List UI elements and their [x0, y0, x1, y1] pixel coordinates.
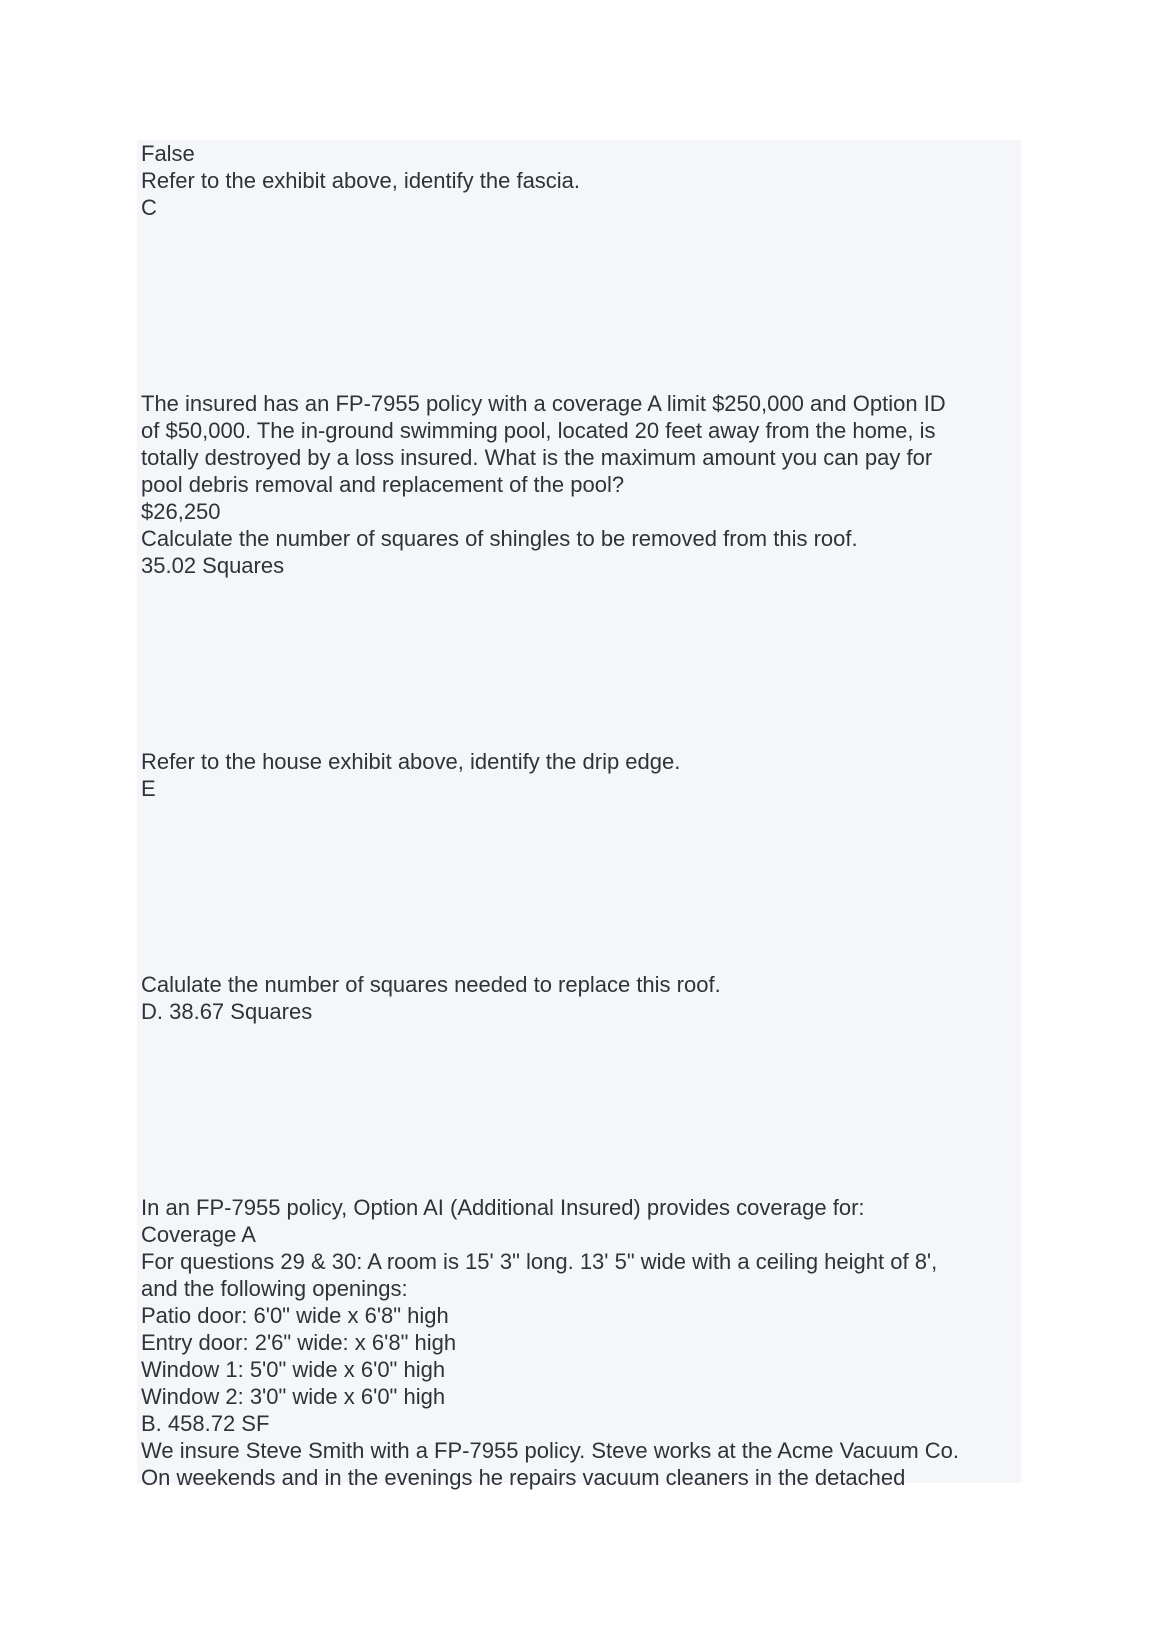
- question-steve-smith-line-2: On weekends and in the evenings he repairs vacuum cleaners in the detached: [141, 1465, 906, 1490]
- answer-drip-edge: E: [141, 776, 156, 801]
- question-room-line-3: Patio door: 6'0" wide x 6'8" high: [141, 1303, 449, 1328]
- answer-false: False: [141, 141, 195, 166]
- question-steve-smith-line-1: We insure Steve Smith with a FP-7955 policy. Steve works at the Acme Vacuum Co.: [141, 1438, 960, 1463]
- question-room-line-1: For questions 29 & 30: A room is 15' 3" long. 13' 5" wide with a ceiling height of 8',: [141, 1249, 938, 1274]
- question-room-line-6: Window 2: 3'0" wide x 6'0" high: [141, 1384, 446, 1409]
- question-pool-line-1: The insured has an FP-7955 policy with a coverage A limit $250,000 and Option ID: [141, 391, 946, 416]
- question-drip-edge: Refer to the house exhibit above, identify the drip edge.: [141, 749, 681, 774]
- question-room-line-2: and the following openings:: [141, 1276, 408, 1301]
- answer-pool: $26,250: [141, 499, 221, 524]
- answer-fascia: C: [141, 195, 157, 220]
- question-pool-line-4: pool debris removal and replacement of the pool?: [141, 472, 625, 497]
- question-option-ai: In an FP-7955 policy, Option AI (Additional Insured) provides coverage for:: [141, 1195, 865, 1220]
- answer-option-ai: Coverage A: [141, 1222, 256, 1247]
- question-shingles-removed: Calculate the number of squares of shingles to be removed from this roof.: [141, 526, 858, 551]
- question-fascia: Refer to the exhibit above, identify the fascia.: [141, 168, 581, 193]
- answer-shingles-removed: 35.02 Squares: [141, 553, 285, 578]
- answer-room: B. 458.72 SF: [141, 1411, 270, 1436]
- question-replace-roof: Calulate the number of squares needed to replace this roof.: [141, 972, 721, 997]
- answer-replace-roof: D. 38.67 Squares: [141, 999, 313, 1024]
- question-pool-line-2: of $50,000. The in-ground swimming pool, located 20 feet away from the home, is: [141, 418, 936, 443]
- question-room-line-5: Window 1: 5'0" wide x 6'0" high: [141, 1357, 446, 1382]
- question-room-line-4: Entry door: 2'6" wide: x 6'8" high: [141, 1330, 457, 1355]
- question-pool-line-3: totally destroyed by a loss insured. What is the maximum amount you can pay for: [141, 445, 933, 470]
